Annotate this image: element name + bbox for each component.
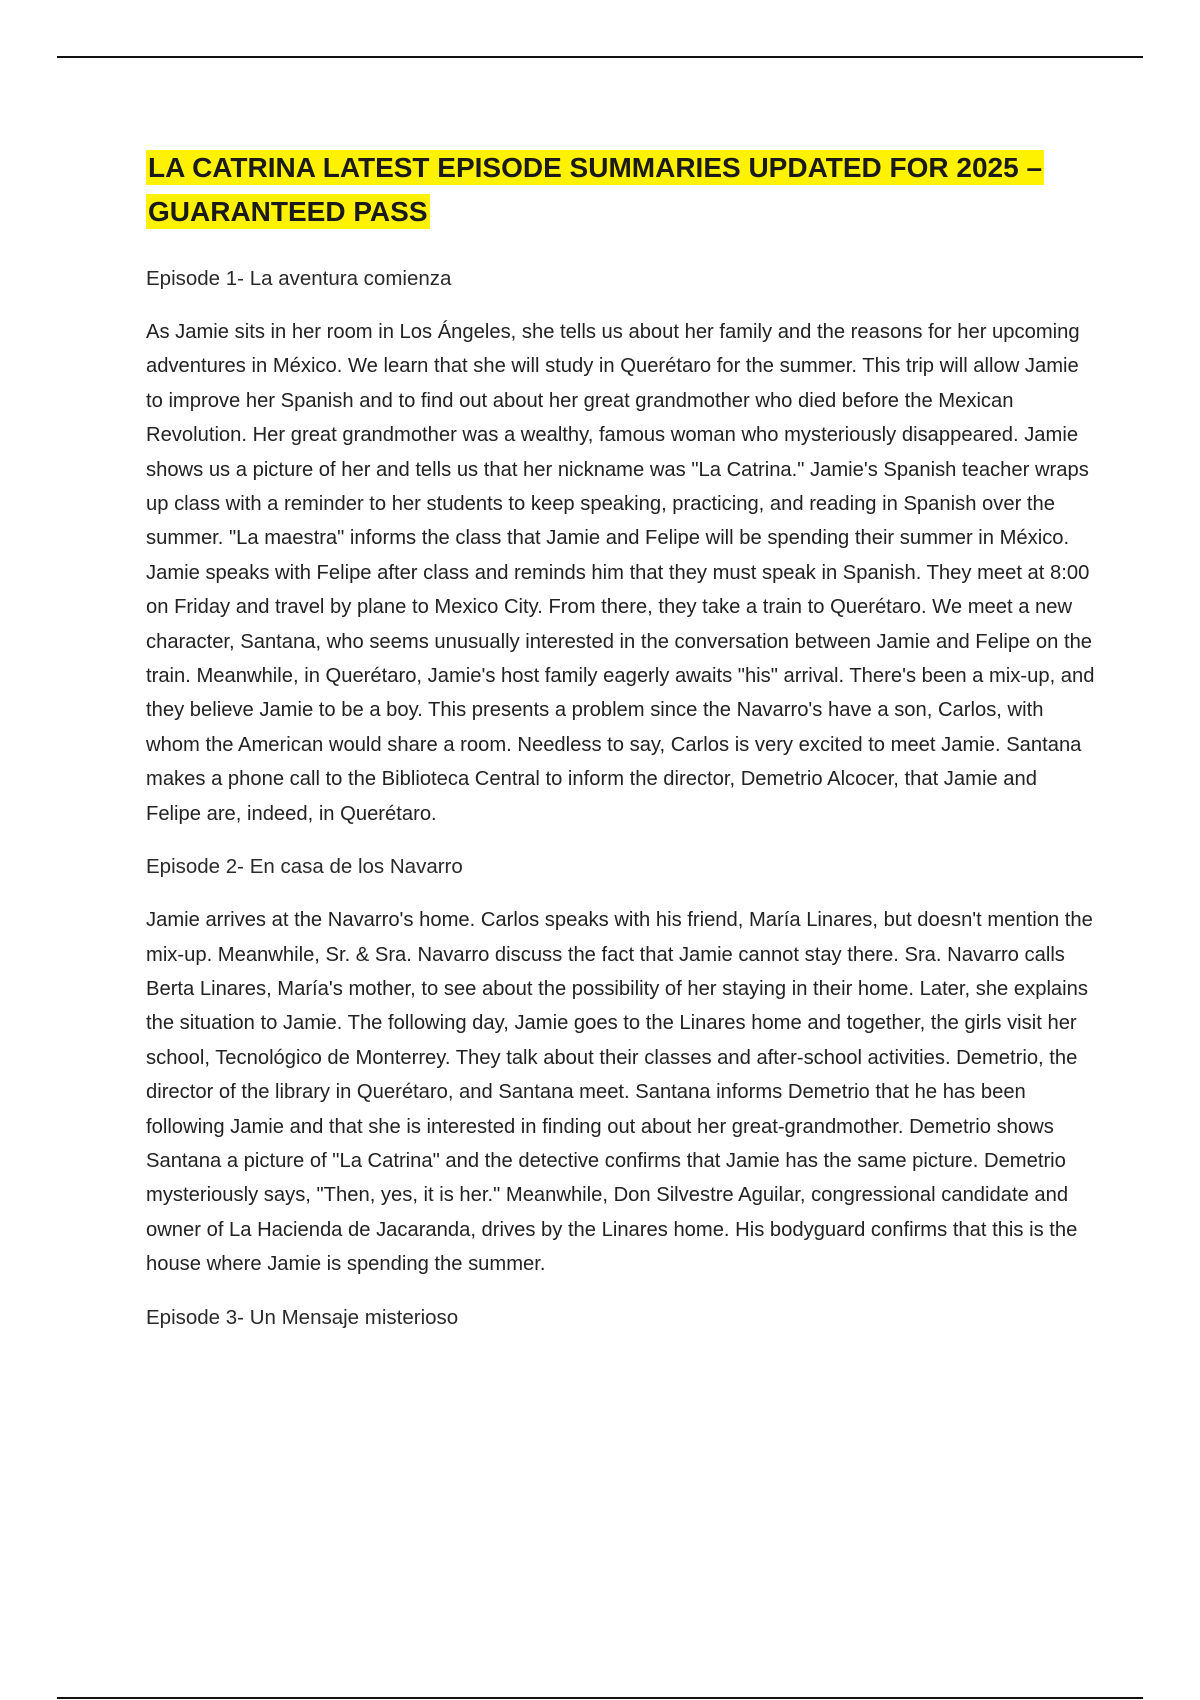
episode-2-summary: Jamie arrives at the Navarro's home. Carlos speaks with his friend, María Linares, but doesn't mention the mix-up. Meanwhile, Sr. & Sra. Navarro discuss the fact that Jamie cannot stay there. Sra. Navarro calls Berta Linares, María's mother, to see about the possibility of her staying in their home. Later, she explains the situation to Jamie. The following day, Jamie goes to the Linares home and together, the girls visit her school, Tecnológico de Monterrey. They talk about their classes and after-school activities. Demetrio, the director of the library in Querétaro, and Santana meet. Santana informs Demetrio that he has been following Jamie and that she is interested in finding out about her great-grandmother. Demetrio shows Santana a picture of "La Catrina" and the detective confirms that Jamie has the same picture. Demetrio mysteriously says, "Then, yes, it is her." Meanwhile, Don Silvestre Aguilar, congressional candidate and owner of La Hacienda de Jacaranda, drives by the Linares home. His bodyguard confirms that this is the house where Jamie is spending the summer. [146,909,1093,1276]
episode-1-heading: Episode 1- La aventura comienza [146,267,452,290]
episode-1-summary: As Jamie sits in her room in Los Ángeles, she tells us about her family and the reasons for her upcoming adventures in México. We learn that she will study in Querétaro for the summer. This trip will allow Jamie to improve her Spanish and to find out about her great grandmother who died before the Mexican Revolution. Her great grandmother was a wealthy, famous woman who mysteriously disappeared. Jamie shows us a picture of her and tells us that her nickname was "La Catrina." Jamie's Spanish teacher wraps up class with a reminder to her students to keep speaking, practicing, and reading in Spanish over the summer. "La maestra" informs the class that Jamie and Felipe will be spending their summer in México. Jamie speaks with Felipe after class and reminds him that they must speak in Spanish. They meet at 8:00 on Friday and travel by plane to Mexico City. From there, they take a train to Querétaro. We meet a new character, Santana, who seems unusually interested in the conversation between Jamie and Felipe on the train. Meanwhile, in Querétaro, Jamie's host family eagerly awaits "his" arrival. There's been a mix-up, and they believe Jamie to be a boy. This presents a problem since the Navarro's have a son, Carlos, with whom the American would share a room. Needless to say, Carlos is very excited to meet Jamie. Santana makes a phone call to the Biblioteca Central to inform the director, Demetrio Alcocer, that Jamie and Felipe are, indeed, in Querétaro. [146,321,1095,825]
episode-3-section [146,1303,1096,1333]
top-rule [57,56,1143,58]
highlighted-title-text: LA CATRINA LATEST EPISODE SUMMARIES UPDATED FOR 2025 – GUARANTEED PASS [148,152,1043,227]
episode-2-section [146,852,1096,1281]
document-title [146,146,1096,234]
bottom-rule [57,1697,1143,1699]
episode-2-heading: Episode 2- En casa de los Navarro [146,855,463,879]
episode-1-section [146,264,1096,831]
document-page [146,146,1096,1354]
episode-3-heading: Episode 3- Un Mensaje misterioso [146,1305,459,1329]
